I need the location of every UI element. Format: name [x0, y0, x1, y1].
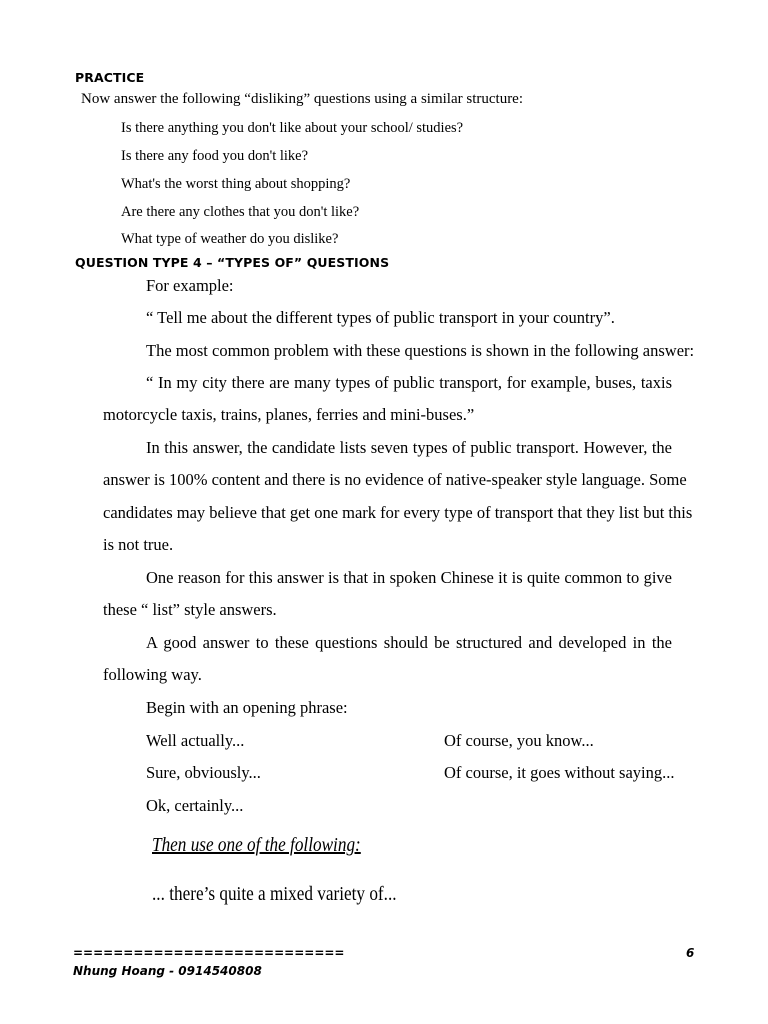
practice-question-5: What type of weather do you dislike?: [121, 231, 339, 247]
practice-heading: PRACTICE: [75, 70, 145, 85]
for-example-label: For example:: [146, 276, 234, 295]
paragraph-1-line-4: is not true.: [103, 535, 174, 554]
paragraph-2-line-2: these “ list” style answers.: [103, 600, 277, 619]
example-quote: “ Tell me about the different types of public transport in your country”.: [146, 308, 615, 327]
paragraph-3-line-2: following way.: [103, 665, 202, 684]
answer-line-1: “ In my city there are many types of public transport, for example, buses, taxis: [146, 373, 672, 392]
phrase-left-1: Well actually...: [146, 731, 245, 750]
phrase-right-1: Of course, you know...: [444, 731, 594, 750]
paragraph-3-line-1: A good answer to these questions should be structured and developed in the: [146, 633, 672, 652]
paragraph-2-line-1: One reason for this answer is that in spoken Chinese it is quite common to give: [146, 568, 672, 587]
practice-question-1: Is there anything you don't like about your school/ studies?: [121, 120, 464, 136]
variety-phrase: ... there’s quite a mixed variety of...: [152, 883, 397, 905]
common-problem-text: The most common problem with these questions is shown in the following answer:: [146, 341, 695, 360]
question-type-heading: QUESTION TYPE 4 – “TYPES OF” QUESTIONS: [75, 255, 390, 270]
answer-line-2: motorcycle taxis, trains, planes, ferries and mini-buses.”: [103, 405, 475, 424]
paragraph-1-line-1: In this answer, the candidate lists seven types of public transport. However, the: [146, 438, 672, 457]
phrase-right-2: Of course, it goes without saying...: [444, 763, 675, 782]
footer-author: Nhung Hoang - 0914540808: [73, 964, 262, 978]
paragraph-1-line-2: answer is 100% content and there is no evidence of native-speaker style language. Some: [103, 470, 687, 489]
practice-intro: Now answer the following “disliking” questions using a similar structure:: [81, 91, 524, 107]
footer-rule: ===========================: [73, 946, 345, 960]
page-number: 6: [686, 946, 695, 960]
phrase-left-3: Ok, certainly...: [146, 796, 244, 815]
practice-question-3: What's the worst thing about shopping?: [121, 176, 351, 192]
practice-question-4: Are there any clothes that you don't like?: [121, 204, 360, 220]
practice-question-2: Is there any food you don't like?: [121, 148, 309, 164]
paragraph-1-line-3: candidates may believe that get one mark for every type of transport that they list but this: [103, 503, 693, 522]
phrase-left-2: Sure, obviously...: [146, 763, 261, 782]
then-use-heading: Then use one of the following:: [152, 834, 361, 856]
opening-phrase-label: Begin with an opening phrase:: [146, 698, 348, 717]
